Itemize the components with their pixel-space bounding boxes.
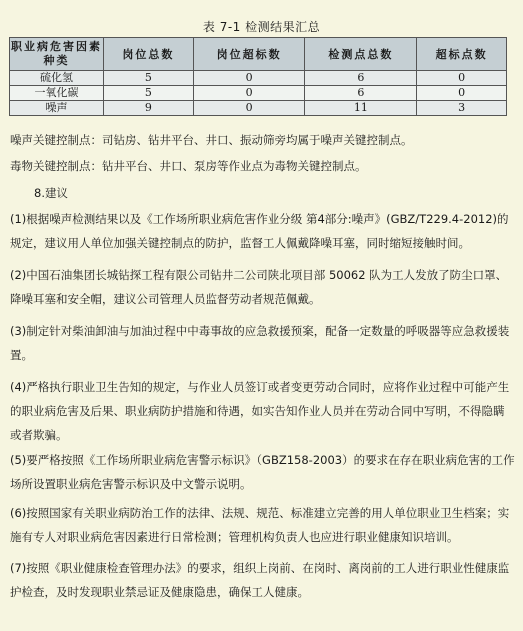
table-header-cell: 检测点总数 xyxy=(305,38,417,71)
recommendation-item-2: (2)中国石油集团长城钻探工程有限公司钻井二公司陕北项目部 50062 队为工人发放了防尘口罩、降噪耳塞和安全帽，建议公司管理人员监督劳动者规范佩戴。 xyxy=(10,268,508,306)
recommendation-item-6: (6)按照国家有关职业病防治工作的法律、法规、规范、标准建立完善的用人单位职业卫生档案；实施有专人对职业病危害因素进行日常检测；管理机构负责人也应进行职业健康知识培训。 xyxy=(10,506,510,544)
noise-control-points-text: 噪声关键控制点：司钻房、钻井平台、井口、振动筛旁均属于噪声关键控制点。 xyxy=(10,133,413,147)
recommendation-item-1: (1)根据噪声检测结果以及《工作场所职业病危害作业分级 第4部分:噪声》(GBZ/T229.4-2012)的规定，建议用人单位加强关键控制点的防护，监督工人佩戴降噪耳塞，同时缩短接触时间。 xyxy=(10,212,509,250)
table-cell: 3 xyxy=(417,101,507,116)
recommendation-item-5: (5)要严格按照《工作场所职业病危害警示标识》（GBZ158-2003）的要求在存在职业病危害的工作场所设置职业病危害警示标识及中文警示说明。 xyxy=(10,453,515,491)
table-header-row xyxy=(10,38,507,71)
recommendation-item-3: (3)制定针对柴油卸油与加油过程中中毒事故的应急救援预案，配备一定数量的呼吸器等应急救援装置。 xyxy=(10,324,510,362)
results-table xyxy=(9,37,507,116)
table-cell: 硫化氢 xyxy=(10,71,104,86)
table-header-cell: 超标点数 xyxy=(417,38,507,71)
table-row xyxy=(10,86,507,101)
section-heading: 8.建议 xyxy=(34,186,68,200)
table-cell: 噪声 xyxy=(10,101,104,116)
table-cell: 0 xyxy=(193,86,305,101)
table-row xyxy=(10,101,507,116)
table-cell: 6 xyxy=(305,71,417,86)
table-cell: 11 xyxy=(305,101,417,116)
table-cell: 0 xyxy=(417,71,507,86)
table-header-cell: 岗位总数 xyxy=(104,38,194,71)
table-cell: 0 xyxy=(193,101,305,116)
table-cell: 5 xyxy=(104,71,194,86)
toxic-control-points-text: 毒物关键控制点：钻井平台、井口、泵房等作业点为毒物关键控制点。 xyxy=(10,159,367,173)
table-cell: 0 xyxy=(417,86,507,101)
table-cell: 一氧化碳 xyxy=(10,86,104,101)
table-title: 表 7-1 检测结果汇总 xyxy=(202,20,321,34)
recommendation-item-7: (7)按照《职业健康检查管理办法》的要求，组织上岗前、在岗时、离岗前的工人进行职业性健康监护检查，及时发现职业禁忌证及健康隐患，确保工人健康。 xyxy=(10,561,510,599)
table-row xyxy=(10,71,507,86)
table-header-cell: 职业病危害因素种类 xyxy=(10,38,104,71)
table-cell: 0 xyxy=(193,71,305,86)
table-header-cell: 岗位超标数 xyxy=(193,38,305,71)
table-cell: 6 xyxy=(305,86,417,101)
recommendation-item-4: (4)严格执行职业卫生告知的规定，与作业人员签订或者变更劳动合同时，应将作业过程中可能产生的职业病危害及后果、职业病防护措施和待遇，如实告知作业人员并在劳动合同中写明，不得隐瞒或者欺骗。 xyxy=(10,380,510,442)
table-cell: 9 xyxy=(104,101,194,116)
table-cell: 5 xyxy=(104,86,194,101)
